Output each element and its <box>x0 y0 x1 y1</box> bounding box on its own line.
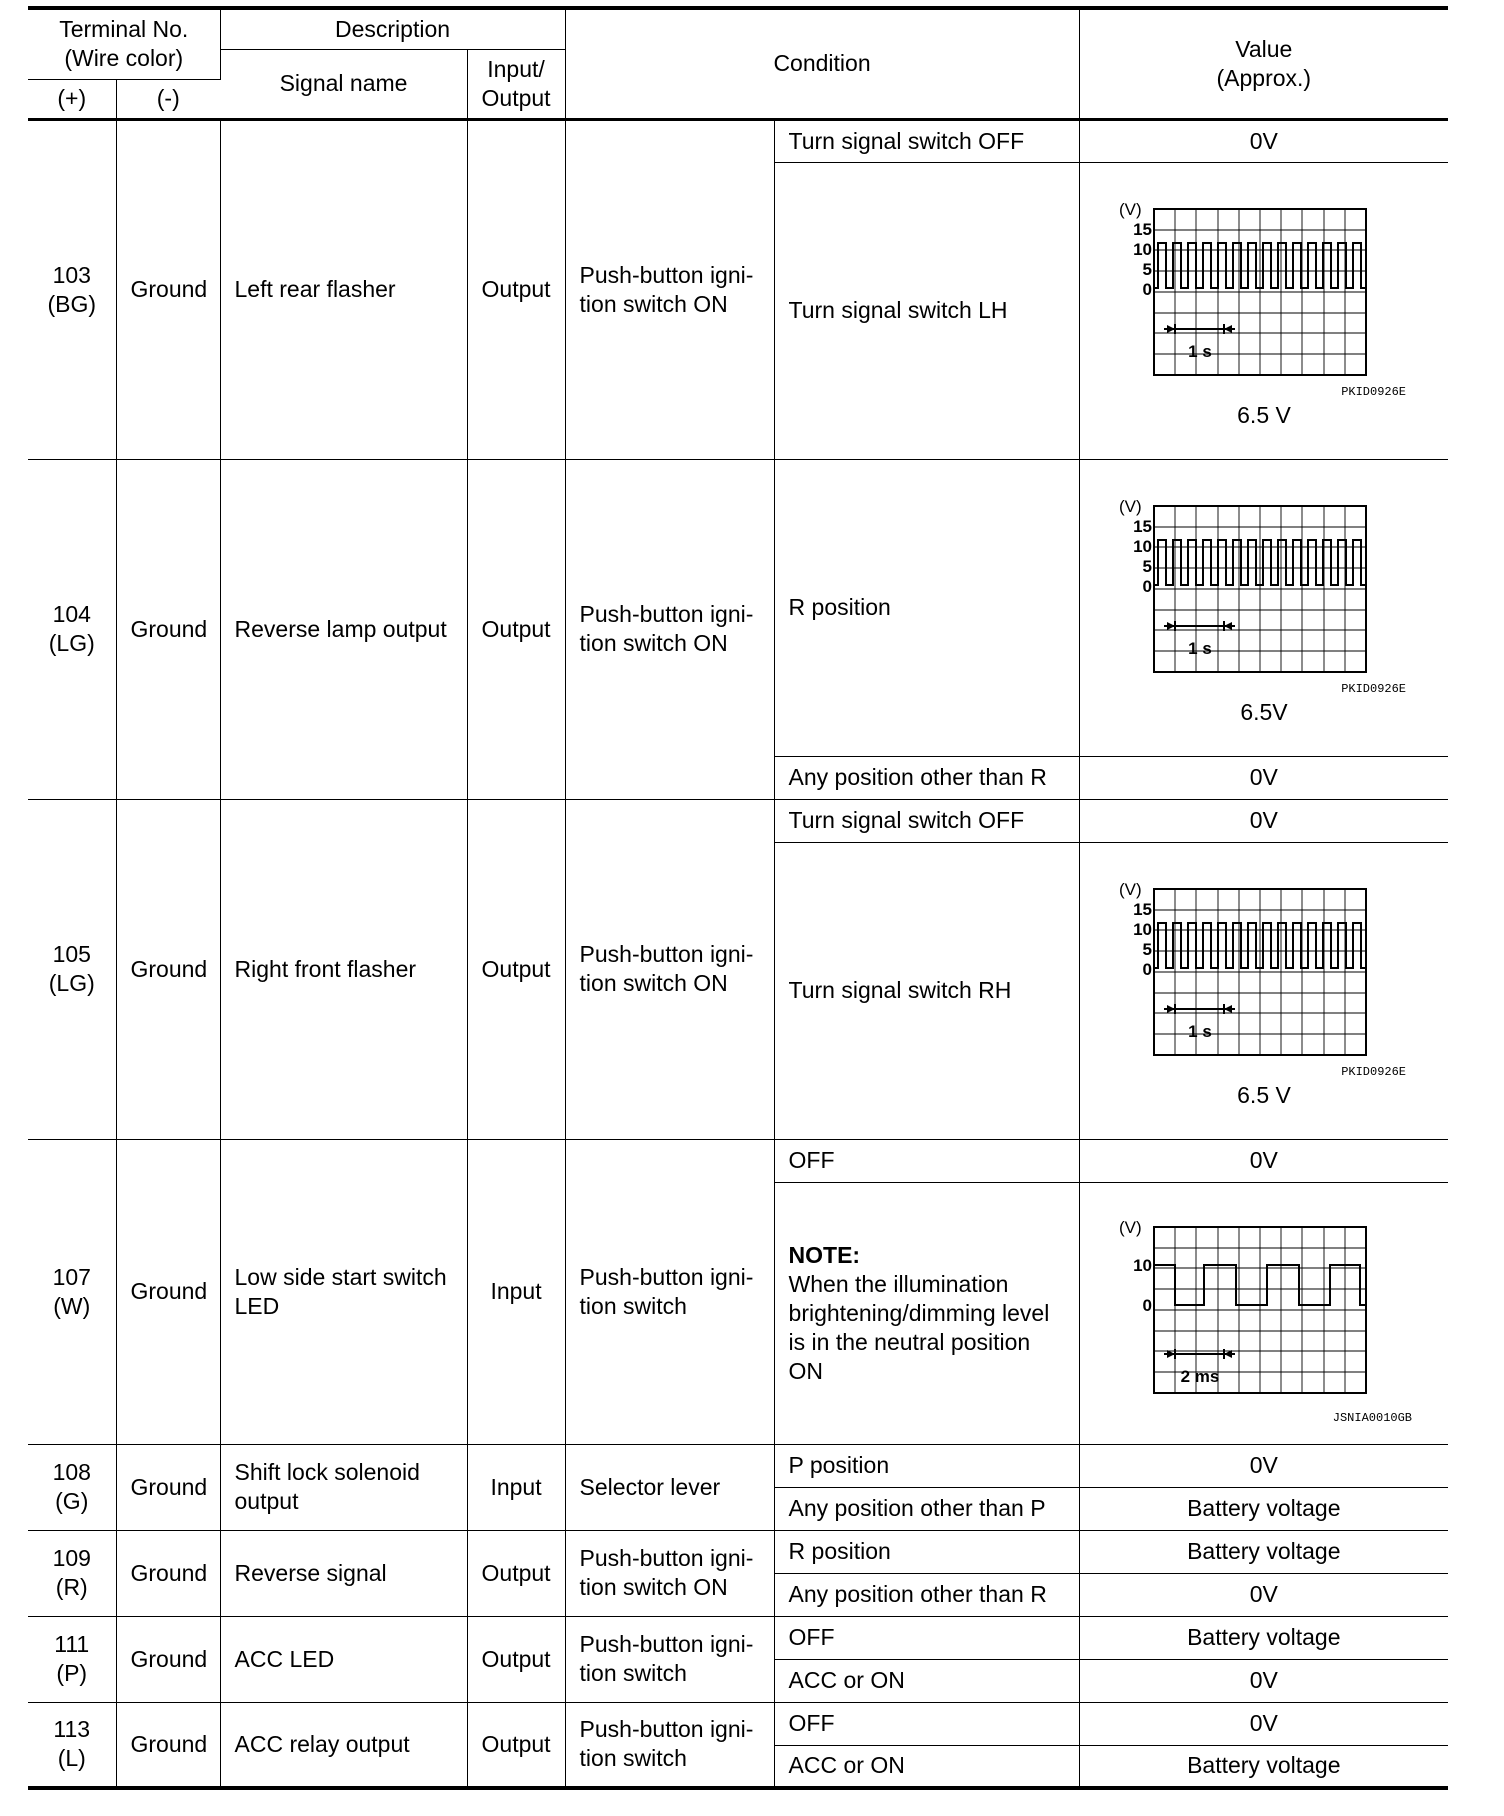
value-cell: 0V <box>1079 1139 1448 1182</box>
scope-time-label: 1 s <box>1187 638 1212 658</box>
scope-y-tick: 10 <box>1132 239 1152 259</box>
note-line: is in the neutral position <box>788 1328 1031 1355</box>
sub-condition-cell: Any position other than P <box>774 1487 1079 1530</box>
condition-cell: Push-button igni- tion switch <box>565 1616 774 1702</box>
waveform-value: 6.5 V <box>1236 1081 1291 1108</box>
oscilloscope-waveform <box>1114 1219 1414 1439</box>
minus-header: (-) <box>116 79 220 119</box>
scope-y-tick: 15 <box>1132 219 1152 239</box>
sub-condition-cell: Turn signal switch OFF <box>774 799 1079 842</box>
scope-y-tick: 10 <box>1132 919 1152 939</box>
scope-axis-label: (V) <box>1118 200 1142 219</box>
scope-axis-label: (V) <box>1118 1218 1142 1237</box>
value-cell <box>1079 842 1448 1139</box>
scope-time-label: 1 s <box>1187 341 1212 361</box>
condition-cell: Push-button igni- tion switch ON <box>565 119 774 459</box>
plus-header: (+) <box>28 79 116 119</box>
signal-name-cell: Left rear flasher <box>220 119 467 459</box>
value-cell: 0V <box>1079 756 1448 799</box>
note-title: NOTE: <box>788 1241 861 1268</box>
terminal-cell: 104 (LG) <box>28 459 116 799</box>
terminal-cell: 103 (BG) <box>28 119 116 459</box>
figure-code: PKID0926E <box>1340 1064 1406 1079</box>
sub-condition-cell: Any position other than R <box>774 1573 1079 1616</box>
waveform-value: 6.5V <box>1240 698 1288 725</box>
value-cell <box>1079 162 1448 459</box>
value-cell: 0V <box>1079 119 1448 162</box>
scope-y-tick: 0 <box>1142 279 1152 299</box>
sub-condition-cell: P position <box>774 1444 1079 1487</box>
terminal-cell: 107 (W) <box>28 1139 116 1444</box>
table-row <box>28 1702 1448 1745</box>
signal-name-header: Signal name <box>220 49 467 119</box>
note-cell <box>774 1182 1079 1444</box>
scope-y-tick: 0 <box>1142 576 1152 596</box>
value-cell: 0V <box>1079 1444 1448 1487</box>
terminal-table <box>28 6 1448 1790</box>
scope-axis-label: (V) <box>1118 880 1142 899</box>
scope-y-tick: 0 <box>1142 959 1152 979</box>
description-header: Description <box>220 8 565 49</box>
value-cell: Battery voltage <box>1079 1745 1448 1788</box>
scope-y-tick: 10 <box>1132 1255 1152 1275</box>
terminal-cell: 108 (G) <box>28 1444 116 1530</box>
table-row <box>28 799 1448 842</box>
figure-code: PKID0926E <box>1340 681 1406 696</box>
ground-cell: Ground <box>116 1616 220 1702</box>
ground-cell: Ground <box>116 1530 220 1616</box>
signal-name-cell: Right front flasher <box>220 799 467 1139</box>
scope-y-tick: 15 <box>1132 899 1152 919</box>
terminal-cell: 113 (L) <box>28 1702 116 1788</box>
sub-condition-cell: Turn signal switch LH <box>774 162 1079 459</box>
scope-y-tick: 0 <box>1142 1295 1152 1315</box>
oscilloscope-waveform <box>1114 498 1414 756</box>
value-cell: 0V <box>1079 1573 1448 1616</box>
scope-y-tick: 5 <box>1142 556 1152 576</box>
sub-condition-cell: Turn signal switch OFF <box>774 119 1079 162</box>
value-cell: Battery voltage <box>1079 1530 1448 1573</box>
sub-condition-cell: OFF <box>774 1616 1079 1659</box>
condition-cell: Push-button igni- tion switch ON <box>565 1530 774 1616</box>
waveform-value: 6.5 V <box>1236 401 1291 428</box>
note-line: ON <box>788 1357 824 1384</box>
scope-y-tick: 10 <box>1132 536 1152 556</box>
terminal-no-header: Terminal No. (Wire color) <box>28 8 220 79</box>
sub-condition-cell: OFF <box>774 1139 1079 1182</box>
input-output-header: Input/ Output <box>467 49 565 119</box>
scope-y-tick: 5 <box>1142 259 1152 279</box>
table-row <box>28 1530 1448 1573</box>
ground-cell: Ground <box>116 1139 220 1444</box>
ground-cell: Ground <box>116 799 220 1139</box>
terminal-cell: 109 (R) <box>28 1530 116 1616</box>
io-cell: Output <box>467 1616 565 1702</box>
io-cell: Output <box>467 1530 565 1616</box>
io-cell: Output <box>467 799 565 1139</box>
value-cell <box>1079 459 1448 756</box>
sub-condition-cell: R position <box>774 459 1079 756</box>
figure-code: PKID0926E <box>1340 384 1406 399</box>
table-row <box>28 1139 1448 1182</box>
table-row <box>28 1616 1448 1659</box>
condition-header: Condition <box>565 8 1079 119</box>
signal-name-cell: ACC relay output <box>220 1702 467 1788</box>
io-cell: Output <box>467 459 565 799</box>
figure-code: JSNIA0010GB <box>1332 1410 1412 1425</box>
scope-time-label: 1 s <box>1187 1021 1212 1041</box>
signal-name-cell: Low side start switch LED <box>220 1139 467 1444</box>
scope-axis-label: (V) <box>1118 497 1142 516</box>
signal-name-cell: Reverse signal <box>220 1530 467 1616</box>
sub-condition-cell: OFF <box>774 1702 1079 1745</box>
scope-y-tick: 5 <box>1142 939 1152 959</box>
condition-cell: Push-button igni- tion switch <box>565 1702 774 1788</box>
terminal-inspection-table-page <box>28 6 1448 1790</box>
sub-condition-cell: R position <box>774 1530 1079 1573</box>
value-cell: Battery voltage <box>1079 1487 1448 1530</box>
sub-condition-cell: Turn signal switch RH <box>774 842 1079 1139</box>
terminal-cell: 105 (LG) <box>28 799 116 1139</box>
io-cell: Output <box>467 1702 565 1788</box>
io-cell: Input <box>467 1139 565 1444</box>
io-cell: Output <box>467 119 565 459</box>
value-header: Value (Approx.) <box>1079 8 1448 119</box>
scope-time-label: 2 ms <box>1180 1366 1220 1386</box>
io-cell: Input <box>467 1444 565 1530</box>
signal-name-cell: Reverse lamp output <box>220 459 467 799</box>
condition-cell: Push-button igni- tion switch <box>565 1139 774 1444</box>
condition-cell: Selector lever <box>565 1444 774 1530</box>
ground-cell: Ground <box>116 119 220 459</box>
ground-cell: Ground <box>116 1702 220 1788</box>
signal-name-cell: ACC LED <box>220 1616 467 1702</box>
ground-cell: Ground <box>116 1444 220 1530</box>
value-cell: 0V <box>1079 1702 1448 1745</box>
condition-cell: Push-button igni- tion switch ON <box>565 459 774 799</box>
ground-cell: Ground <box>116 459 220 799</box>
value-cell: Battery voltage <box>1079 1616 1448 1659</box>
condition-cell: Push-button igni- tion switch ON <box>565 799 774 1139</box>
signal-name-cell: Shift lock solenoid output <box>220 1444 467 1530</box>
table-row <box>28 119 1448 162</box>
sub-condition-cell: Any position other than R <box>774 756 1079 799</box>
terminal-cell: 111 (P) <box>28 1616 116 1702</box>
scope-y-tick: 15 <box>1132 516 1152 536</box>
table-row <box>28 1444 1448 1487</box>
oscilloscope-waveform <box>1114 201 1414 459</box>
note-line: When the illumination <box>788 1270 1009 1297</box>
sub-condition-cell: ACC or ON <box>774 1659 1079 1702</box>
value-cell: 0V <box>1079 1659 1448 1702</box>
sub-condition-cell: ACC or ON <box>774 1745 1079 1788</box>
oscilloscope-waveform <box>1114 881 1414 1139</box>
value-cell: 0V <box>1079 799 1448 842</box>
value-cell <box>1079 1182 1448 1444</box>
table-row <box>28 459 1448 756</box>
note-line: brightening/dimming level <box>788 1299 1050 1326</box>
